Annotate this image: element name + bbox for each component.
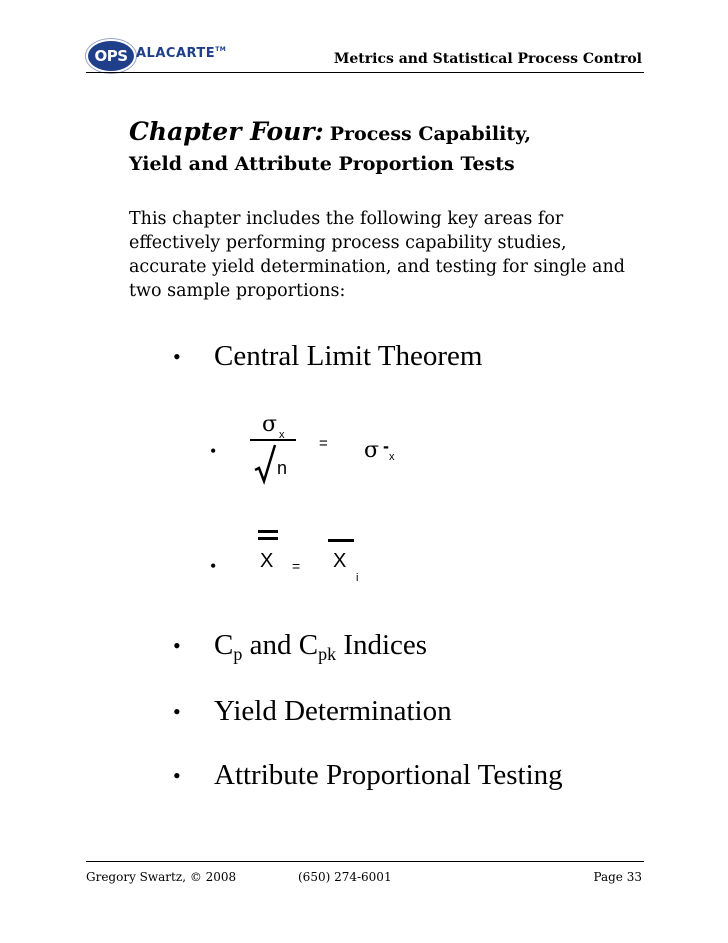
chapter-title-part2: Yield and Attribute Proportion Tests [129, 153, 515, 175]
bullet-attribute-proportional-testing: Attribute Proportional Testing [214, 759, 563, 791]
cp-end-text: Indices [336, 629, 428, 661]
bullet-attribute-marker: • [173, 763, 181, 788]
cpk-subscript: pk [318, 644, 337, 664]
cp-letter: C [214, 629, 234, 661]
bullet-cp-marker: • [173, 633, 181, 658]
bullet-central-limit-theorem: Central Limit Theorem [214, 340, 483, 372]
cp-middle-text: and C [242, 629, 319, 661]
logo-wordmark [136, 46, 226, 61]
chapter-heading-line1 [129, 117, 531, 146]
footer-page-number: Page 33 [593, 870, 642, 884]
logo-trademark: TM [215, 46, 227, 53]
bullet-cp-cpk-indices [214, 631, 427, 663]
intro-paragraph: This chapter includes the following key areas for effectively performing process capability studies, accurate yield determination, and testing for single and two sample proportions: [129, 209, 625, 301]
formula2-sample-mean: X [333, 550, 347, 572]
formula2-grand-mean: X [260, 550, 274, 572]
formula2-equals: = [292, 558, 301, 574]
formula2-subscript: i [356, 572, 359, 584]
formula2-double-bar-top [258, 530, 278, 533]
bullet-formula1-marker: • [210, 441, 217, 461]
formula2-mean-bar [328, 539, 354, 542]
logo-badge: OPS [86, 39, 136, 73]
formula1-n: n [277, 458, 288, 478]
formula1-sigma: σ [262, 412, 278, 437]
formula1-sigma-subscript: x [279, 429, 285, 441]
footer-phone: (650) 274-6001 [298, 870, 392, 884]
footer-author: Gregory Swartz, © 2008 [86, 870, 237, 884]
bullet-yield-determination: Yield Determination [214, 695, 452, 727]
bullet-formula2-marker: • [210, 556, 217, 576]
formula2-double-bar-bottom [258, 537, 278, 540]
footer-divider [86, 861, 644, 862]
logo-text: ALACARTE [136, 46, 216, 61]
running-header-title: Metrics and Statistical Process Control [333, 51, 642, 67]
formula1-rhs-subscript: x [389, 451, 395, 463]
formula1-equals: = [319, 435, 328, 452]
square-root-icon [254, 443, 278, 485]
formula1-sigma-rhs: σ [364, 438, 380, 463]
bullet-yield-marker: • [173, 699, 181, 724]
cp-subscript: p [233, 644, 243, 664]
formula1-rhs-bar: - [383, 436, 389, 456]
chapter-label: Chapter Four: [129, 117, 324, 146]
bullet-clt-marker: • [173, 344, 181, 369]
formula1-fraction-bar [250, 439, 296, 441]
company-logo [86, 39, 227, 71]
chapter-title-part1: Process Capability, [329, 123, 531, 145]
header-divider [86, 72, 644, 73]
